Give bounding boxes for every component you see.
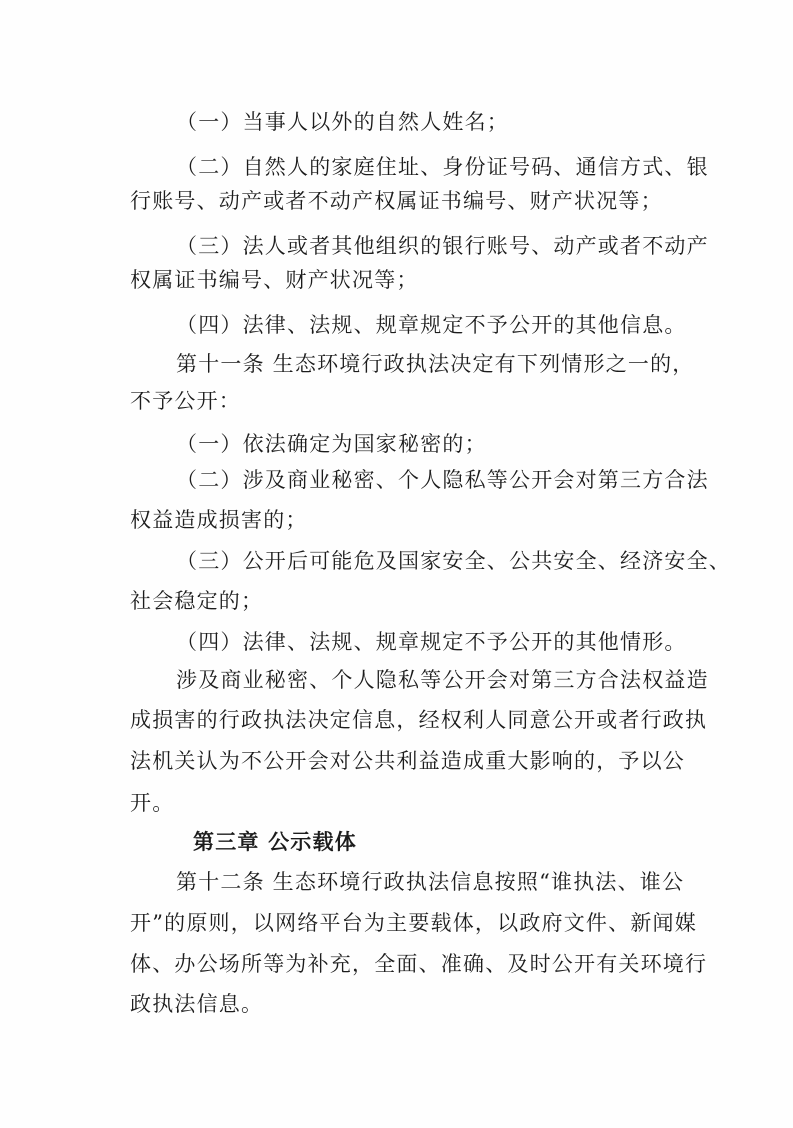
article-11-item-2-continued: 权益造成损害的；	[130, 508, 308, 532]
exception-paragraph-line-4: 开。	[130, 791, 175, 815]
item-1-text: （一）当事人以外的自然人姓名；	[176, 110, 509, 134]
exception-paragraph: 涉及商业秘密、个人隐私等公开会对第三方合法权益造	[176, 668, 709, 692]
item-2-continued: 行账号、动产或者不动产权属证书编号、财产状况等；	[130, 189, 663, 213]
article-12-text: 第十二条 生态环境行政执法信息按照“谁执法、谁公	[176, 870, 685, 894]
article-11-item-1: （一）依法确定为国家秘密的；	[176, 432, 487, 456]
item-3-text: （三）法人或者其他组织的银行账号、动产或者不动产	[176, 234, 709, 258]
article-11-item-3: （三）公开后可能危及国家安全、公共安全、经济安全、	[176, 549, 731, 573]
exception-paragraph-line-2: 成损害的行政执法决定信息，经权利人同意公开或者行政执	[130, 708, 708, 732]
article-12-line-4: 政执法信息。	[130, 992, 264, 1016]
article-12-line-2: 开”的原则，以网络平台为主要载体，以政府文件、新闻媒	[130, 911, 697, 935]
chapter-3-heading: 第三章 公示载体	[193, 830, 357, 854]
article-11-item-4: （四）法律、法规、规章规定不予公开的其他情形。	[176, 630, 687, 654]
article-11-text: 第十一条 生态环境行政执法决定有下列情形之一的，	[176, 352, 695, 376]
exception-paragraph-line-3: 法机关认为不公开会对公共利益造成重大影响的，予以公	[130, 749, 685, 773]
article-11-item-3-continued: 社会稳定的；	[130, 589, 264, 613]
article-11-item-2: （二）涉及商业秘密、个人隐私等公开会对第三方合法	[176, 468, 709, 492]
item-3-continued: 权属证书编号、财产状况等；	[130, 268, 419, 292]
article-11-continued: 不予公开：	[130, 389, 241, 413]
item-2-text: （二）自然人的家庭住址、身份证号码、通信方式、银	[176, 155, 709, 179]
item-4-text: （四）法律、法规、规章规定不予公开的其他信息。	[176, 313, 687, 337]
article-12-line-3: 体、办公场所等为补充，全面、准确、及时公开有关环境行	[130, 952, 708, 976]
